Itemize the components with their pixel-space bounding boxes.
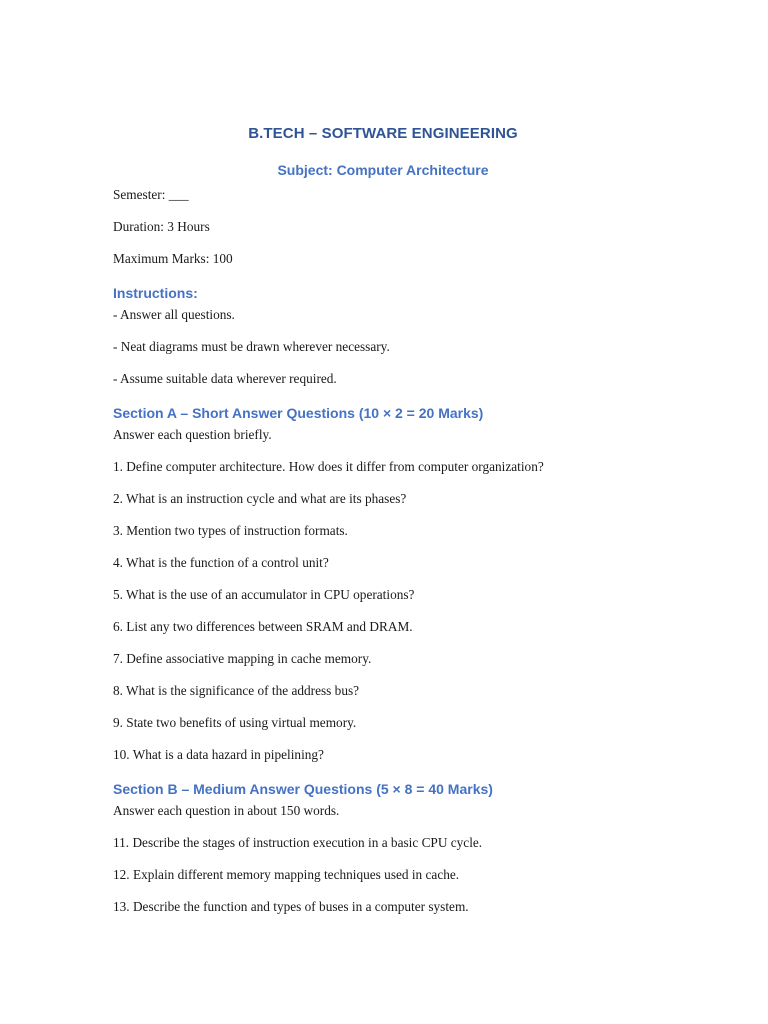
instructions-heading: Instructions: xyxy=(113,285,198,301)
question-item: 2. What is an instruction cycle and what are its phases? xyxy=(113,491,407,506)
question-item: 6. List any two differences between SRAM and DRAM. xyxy=(113,619,413,634)
semester-line: Semester: ___ xyxy=(113,187,189,202)
question-item: 13. Describe the function and types of buses in a computer system. xyxy=(113,899,469,914)
question-item: 1. Define computer architecture. How does it differ from computer organization? xyxy=(113,459,544,474)
max-marks-line: Maximum Marks: 100 xyxy=(113,251,233,266)
page-title: B.TECH – SOFTWARE ENGINEERING xyxy=(248,125,518,142)
section-b-note: Answer each question in about 150 words. xyxy=(113,803,340,818)
section-a-note: Answer each question briefly. xyxy=(113,427,272,442)
question-item: 7. Define associative mapping in cache memory. xyxy=(113,651,372,666)
question-item: 4. What is the function of a control unit? xyxy=(113,555,329,570)
section-b-heading: Section B – Medium Answer Questions (5 × 8 = 40 Marks) xyxy=(113,781,493,797)
duration-line: Duration: 3 Hours xyxy=(113,219,210,234)
subject-title: Subject: Computer Architecture xyxy=(277,162,489,178)
question-item: 9. State two benefits of using virtual memory. xyxy=(113,715,357,730)
instruction-item: - Assume suitable data wherever required. xyxy=(113,371,337,386)
instruction-item: - Neat diagrams must be drawn wherever necessary. xyxy=(113,339,390,354)
section-a-heading: Section A – Short Answer Questions (10 × 2 = 20 Marks) xyxy=(113,405,484,421)
question-item: 8. What is the significance of the address bus? xyxy=(113,683,360,698)
instruction-item: - Answer all questions. xyxy=(113,307,235,322)
question-item: 3. Mention two types of instruction formats. xyxy=(113,523,348,538)
question-item: 12. Explain different memory mapping techniques used in cache. xyxy=(113,867,460,882)
question-item: 10. What is a data hazard in pipelining? xyxy=(113,747,324,762)
question-item: 11. Describe the stages of instruction execution in a basic CPU cycle. xyxy=(113,835,483,850)
question-item: 5. What is the use of an accumulator in CPU operations? xyxy=(113,587,415,602)
